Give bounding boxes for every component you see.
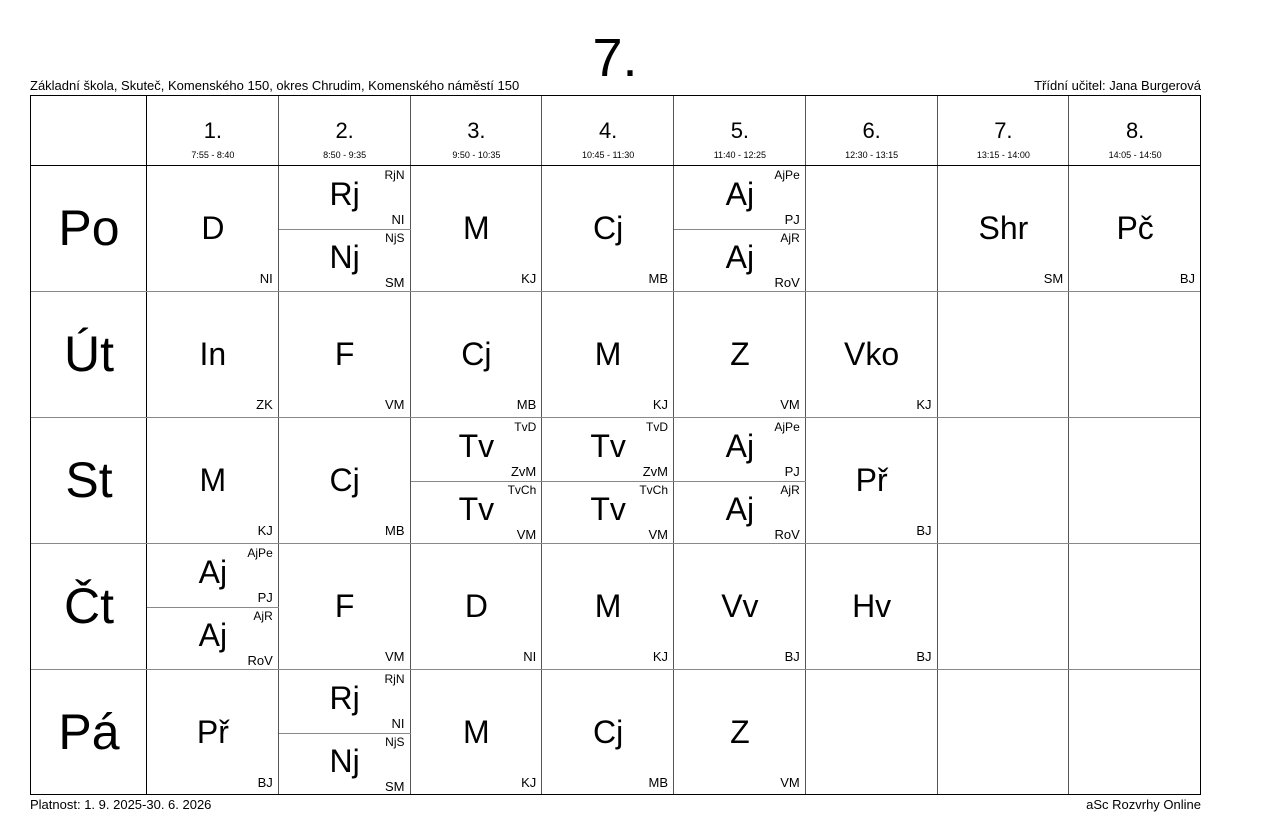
day-label: St <box>65 452 113 508</box>
lesson-subject: Tv <box>458 491 495 527</box>
lesson-subject: Nj <box>329 743 360 779</box>
lesson-cell-group[interactable] <box>279 670 411 733</box>
lesson-cell-group[interactable] <box>411 481 543 544</box>
lesson-cell[interactable] <box>411 670 543 796</box>
period-number: 5. <box>730 118 750 143</box>
class-teacher: Třídní učitel: Jana Burgerová <box>1034 78 1201 93</box>
lesson-teacher: NI <box>391 212 405 227</box>
lesson-teacher: KJ <box>652 397 668 412</box>
lesson-cell-group[interactable] <box>411 418 543 481</box>
school-name: Základní škola, Skuteč, Komenského 150, okres Chrudim, Komenského náměstí 150 <box>30 78 520 93</box>
lesson-teacher: KJ <box>257 523 273 538</box>
period-header <box>542 96 674 166</box>
period-time: 8:50 - 9:35 <box>323 150 367 160</box>
lesson-cell[interactable] <box>542 544 674 670</box>
lesson-subject: F <box>334 588 355 624</box>
period-time: 7:55 - 8:40 <box>191 150 235 160</box>
period-time: 12:30 - 13:15 <box>845 150 899 160</box>
period-header <box>411 96 543 166</box>
lesson-cell[interactable] <box>279 544 411 670</box>
group-divider <box>411 481 543 482</box>
lesson-subject: M <box>463 714 490 750</box>
lesson-teacher: BJ <box>257 775 273 790</box>
lesson-group: TvCh <box>639 483 668 497</box>
lesson-subject: Tv <box>458 428 495 464</box>
lesson-teacher: BJ <box>916 523 932 538</box>
lesson-teacher: BJ <box>1179 271 1195 286</box>
timetable-grid <box>30 95 1201 795</box>
lesson-teacher: KJ <box>652 649 668 664</box>
lesson-subject: F <box>334 336 355 372</box>
credit-text: aSc Rozvrhy Online <box>1086 797 1201 812</box>
lesson-cell-group[interactable] <box>674 166 806 229</box>
lesson-cell[interactable] <box>411 544 543 670</box>
lesson-cell-group[interactable] <box>542 418 674 481</box>
lesson-subject: Vv <box>721 588 759 624</box>
period-number: 7. <box>994 118 1013 143</box>
lesson-teacher: VM <box>516 527 537 542</box>
lesson-teacher: RoV <box>774 275 800 290</box>
lesson-teacher: ZvM <box>642 464 668 479</box>
lesson-teacher: MB <box>385 523 405 538</box>
lesson-subject: Rj <box>329 680 360 716</box>
lesson-subject: Aj <box>198 617 228 653</box>
lesson-group: AjR <box>780 231 800 245</box>
period-number: 1. <box>203 118 223 143</box>
lesson-subject: M <box>199 462 227 498</box>
lesson-subject: Z <box>730 714 750 750</box>
lesson-teacher: KJ <box>521 775 537 790</box>
lesson-teacher: PJ <box>784 464 800 479</box>
lesson-cell-group[interactable] <box>147 607 279 670</box>
lesson-subject: Aj <box>725 239 755 275</box>
lesson-teacher: VM <box>648 527 668 542</box>
lesson-subject: Shr <box>978 210 1029 246</box>
lesson-teacher: KJ <box>521 271 537 286</box>
period-header <box>147 96 279 166</box>
lesson-teacher: SM <box>1043 271 1064 286</box>
lesson-cell-group[interactable] <box>147 544 279 607</box>
lesson-subject: D <box>201 210 225 246</box>
lesson-cell-group[interactable] <box>542 481 674 544</box>
lesson-subject: D <box>464 588 488 624</box>
lesson-group: TvD <box>646 420 668 434</box>
lesson-group: AjR <box>253 609 273 623</box>
day-label: Út <box>64 326 114 382</box>
lesson-subject: Cj <box>593 210 624 246</box>
class-title: 7. <box>592 28 638 88</box>
period-number: 4. <box>598 118 618 143</box>
period-time: 11:40 - 12:25 <box>713 150 767 160</box>
group-divider <box>279 229 411 230</box>
lesson-cell[interactable] <box>806 418 938 544</box>
lesson-cell[interactable] <box>542 292 674 418</box>
lesson-teacher: VM <box>385 397 405 412</box>
lesson-cell[interactable] <box>938 166 1070 292</box>
lesson-teacher: KJ <box>916 397 932 412</box>
lesson-cell[interactable] <box>147 670 279 796</box>
period-number: 8. <box>1125 118 1145 143</box>
lesson-subject: Cj <box>329 462 360 498</box>
lesson-cell[interactable] <box>542 670 674 796</box>
lesson-teacher: ZvM <box>510 464 537 479</box>
lesson-cell[interactable] <box>674 544 806 670</box>
lesson-cell[interactable] <box>411 292 543 418</box>
lesson-cell-group[interactable] <box>279 166 411 229</box>
lesson-group: TvCh <box>507 483 537 497</box>
lesson-subject: Cj <box>593 714 624 750</box>
lesson-cell-group[interactable] <box>674 418 806 481</box>
lesson-group: RjN <box>384 168 405 182</box>
group-divider <box>147 607 279 608</box>
lesson-teacher: VM <box>780 775 800 790</box>
lesson-cell[interactable] <box>147 166 279 292</box>
lesson-group: AjPe <box>247 546 273 560</box>
period-time: 9:50 - 10:35 <box>452 150 501 160</box>
period-number: 2. <box>335 118 354 143</box>
lesson-subject: Aj <box>725 491 755 527</box>
day-label: Pá <box>58 704 120 760</box>
lesson-subject: M <box>463 210 490 246</box>
group-divider <box>542 481 674 482</box>
lesson-teacher: SM <box>385 275 405 290</box>
lesson-teacher: NI <box>391 716 405 731</box>
day-label: Po <box>58 200 120 256</box>
lesson-subject: Aj <box>725 176 755 212</box>
lesson-teacher: PJ <box>257 590 273 605</box>
lesson-cell-group[interactable] <box>279 229 411 292</box>
lesson-teacher: PJ <box>784 212 800 227</box>
group-divider <box>674 481 806 482</box>
lesson-group: TvD <box>514 420 537 434</box>
lesson-cell[interactable] <box>806 292 938 418</box>
lesson-cell[interactable] <box>411 166 543 292</box>
lesson-teacher: NI <box>259 271 273 286</box>
lesson-subject: Př <box>196 714 229 750</box>
lesson-group: RjN <box>384 672 405 686</box>
lesson-group: NjS <box>385 231 405 245</box>
lesson-teacher: MB <box>516 397 537 412</box>
period-header <box>1069 96 1201 166</box>
lesson-teacher: MB <box>648 775 668 790</box>
lesson-cell-group[interactable] <box>674 229 806 292</box>
lesson-subject: Aj <box>198 554 228 590</box>
lesson-subject: Hv <box>852 588 892 624</box>
lesson-subject: Nj <box>329 239 360 275</box>
period-header <box>674 96 806 166</box>
period-header <box>806 96 938 166</box>
lesson-group: AjPe <box>774 420 800 434</box>
lesson-subject: Tv <box>590 428 626 464</box>
lesson-cell[interactable] <box>806 544 938 670</box>
lesson-group: AjR <box>780 483 800 497</box>
period-time: 14:05 - 14:50 <box>1108 150 1162 160</box>
lesson-cell[interactable] <box>279 418 411 544</box>
period-header <box>279 96 411 166</box>
lesson-teacher: VM <box>780 397 800 412</box>
period-header <box>938 96 1070 166</box>
lesson-teacher: BJ <box>916 649 932 664</box>
lesson-cell[interactable] <box>147 292 279 418</box>
lesson-teacher: VM <box>385 649 405 664</box>
validity-period: Platnost: 1. 9. 2025-30. 6. 2026 <box>30 797 212 812</box>
lesson-teacher: SM <box>385 779 405 794</box>
lesson-group: AjPe <box>774 168 800 182</box>
lesson-subject: Aj <box>725 428 755 464</box>
lesson-subject: Pč <box>1116 210 1154 246</box>
lesson-teacher: ZK <box>256 397 273 412</box>
lesson-cell[interactable] <box>542 166 674 292</box>
period-time: 10:45 - 11:30 <box>581 150 635 160</box>
lesson-group: NjS <box>385 735 405 749</box>
lesson-cell[interactable] <box>147 418 279 544</box>
lesson-cell-group[interactable] <box>674 481 806 544</box>
group-divider <box>674 229 806 230</box>
lesson-subject: Rj <box>329 176 360 212</box>
lesson-teacher: MB <box>648 271 668 286</box>
lesson-subject: Tv <box>590 491 626 527</box>
lesson-cell-group[interactable] <box>279 733 411 796</box>
lesson-cell[interactable] <box>674 670 806 796</box>
lesson-teacher: BJ <box>784 649 800 664</box>
lesson-cell[interactable] <box>674 292 806 418</box>
group-divider <box>279 733 411 734</box>
lesson-subject: M <box>594 588 622 624</box>
lesson-subject: In <box>199 336 227 372</box>
lesson-subject: Př <box>855 462 888 498</box>
lesson-subject: Cj <box>461 336 492 372</box>
lesson-subject: Vko <box>844 336 900 372</box>
lesson-subject: Z <box>730 336 750 372</box>
period-number: 6. <box>862 118 881 143</box>
lesson-cell[interactable] <box>1069 166 1201 292</box>
lesson-teacher: NI <box>523 649 537 664</box>
period-number: 3. <box>467 118 486 143</box>
lesson-teacher: RoV <box>247 653 273 668</box>
lesson-teacher: RoV <box>774 527 800 542</box>
day-label: Čt <box>64 578 114 634</box>
lesson-subject: M <box>594 336 622 372</box>
period-time: 13:15 - 14:00 <box>976 150 1030 160</box>
lesson-cell[interactable] <box>279 292 411 418</box>
